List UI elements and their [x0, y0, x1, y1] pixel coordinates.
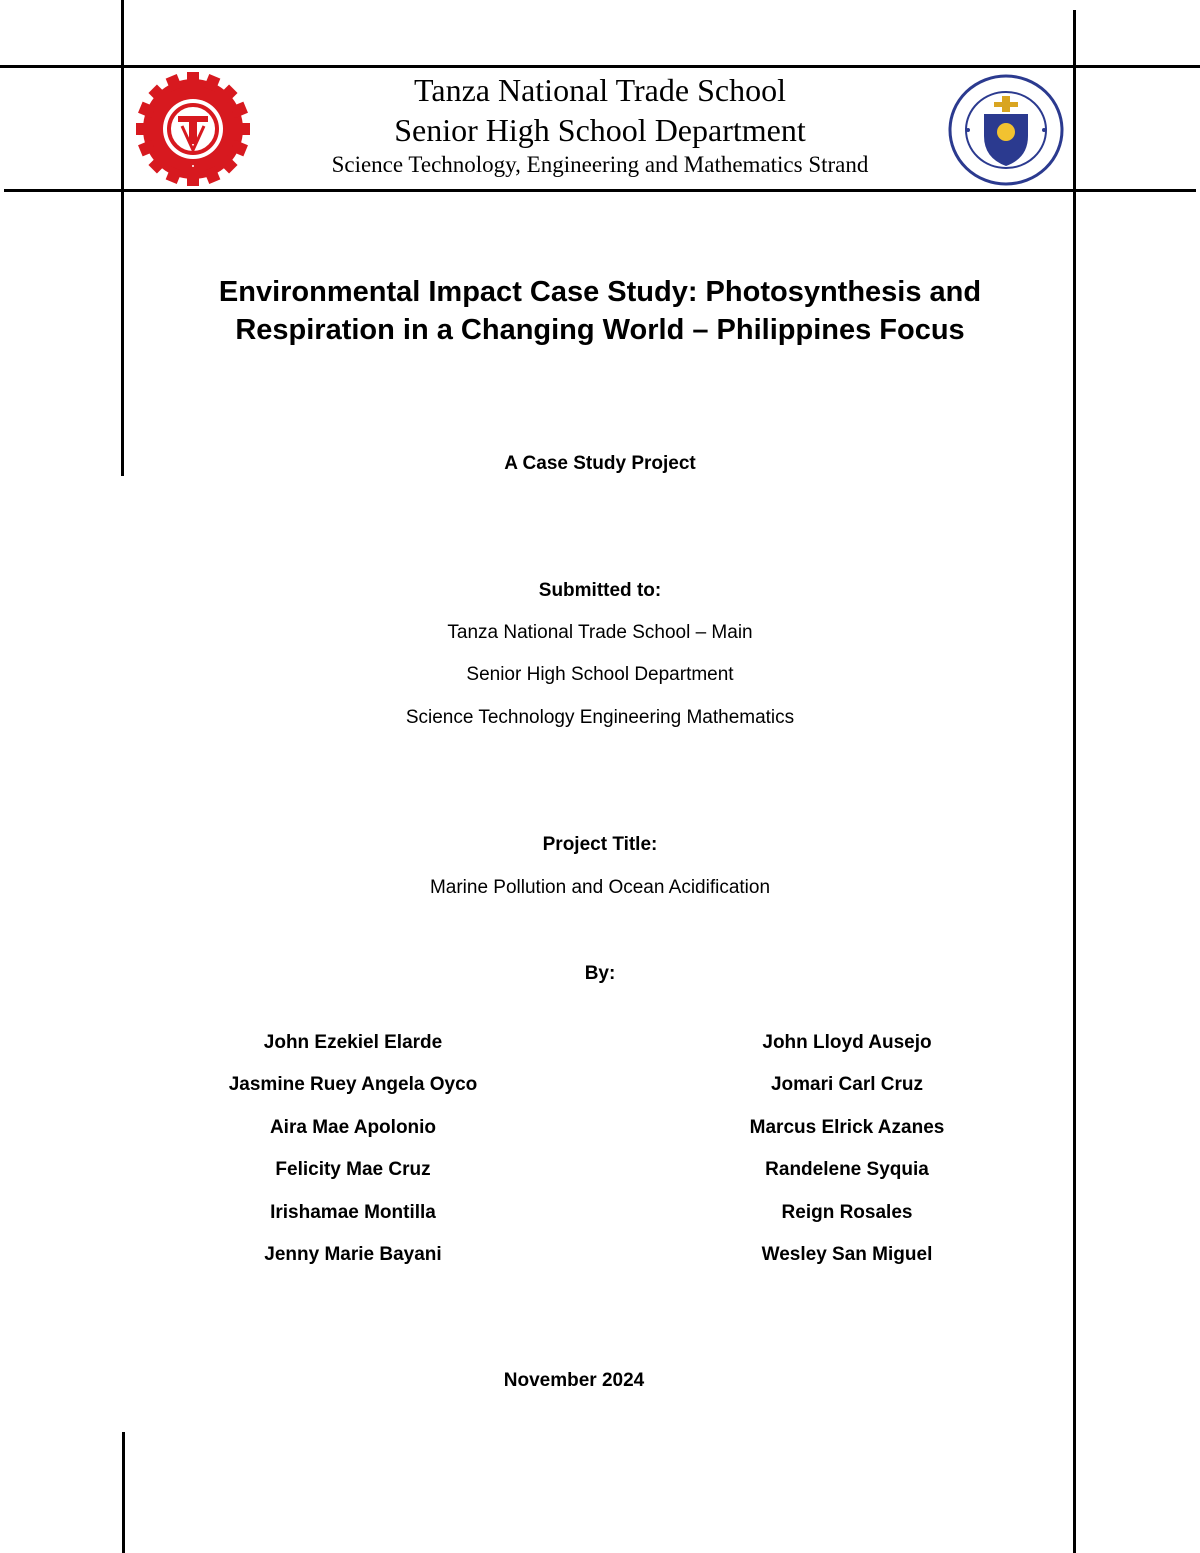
authors-right-column — [647, 1030, 1047, 1284]
author-name: Irishamae Montilla — [270, 1201, 436, 1223]
tanza-school-gear-logo — [136, 72, 250, 186]
case-study-subtitle: A Case Study Project — [504, 453, 696, 474]
author-name: Randelene Syquia — [765, 1159, 929, 1181]
author-name: John Ezekiel Elarde — [263, 1032, 443, 1053]
strand-name: Science Technology, Engineering and Mathematics Strand — [331, 152, 869, 177]
by-label: By: — [584, 963, 616, 984]
left-margin-line-lower — [122, 1432, 125, 1553]
author-name: Felicity Mae Cruz — [275, 1159, 431, 1181]
author-name: John Lloyd Ausejo — [762, 1032, 932, 1053]
submitted-to-line: Tanza National Trade School – Main — [447, 622, 753, 643]
project-title-label: Project Title: — [542, 834, 658, 855]
submitted-to-line: Senior High School Department — [466, 664, 734, 685]
department-name: Senior High School Department — [394, 112, 806, 148]
title-line-1: Environmental Impact Case Study: Photosynthesis and — [218, 276, 982, 308]
author-name: Wesley San Miguel — [761, 1243, 933, 1265]
submission-date: November 2024 — [503, 1370, 645, 1391]
author-name: Aira Mae Apolonio — [269, 1116, 437, 1138]
school-name: Tanza National Trade School — [414, 72, 786, 108]
author-name: Jomari Carl Cruz — [770, 1074, 924, 1096]
top-rule — [0, 65, 1200, 68]
submitted-to-line: Science Technology Engineering Mathematics — [405, 707, 795, 728]
author-name: Jasmine Ruey Angela Oyco — [228, 1074, 478, 1096]
submitted-to-label: Submitted to: — [538, 580, 662, 601]
author-name: Jenny Marie Bayani — [264, 1243, 442, 1265]
author-name: Marcus Elrick Azanes — [749, 1116, 945, 1138]
project-title-value: Marine Pollution and Ocean Acidification — [429, 877, 771, 898]
header-bottom-rule — [4, 189, 1196, 192]
title-line-2: Respiration in a Changing World – Philippines Focus — [235, 314, 965, 346]
right-margin-line — [1073, 10, 1076, 1553]
document-title — [130, 273, 1070, 349]
authors-left-column — [153, 1030, 553, 1284]
deped-seal — [948, 74, 1064, 186]
left-margin-line-upper — [121, 0, 124, 476]
author-name: Reign Rosales — [781, 1201, 913, 1223]
